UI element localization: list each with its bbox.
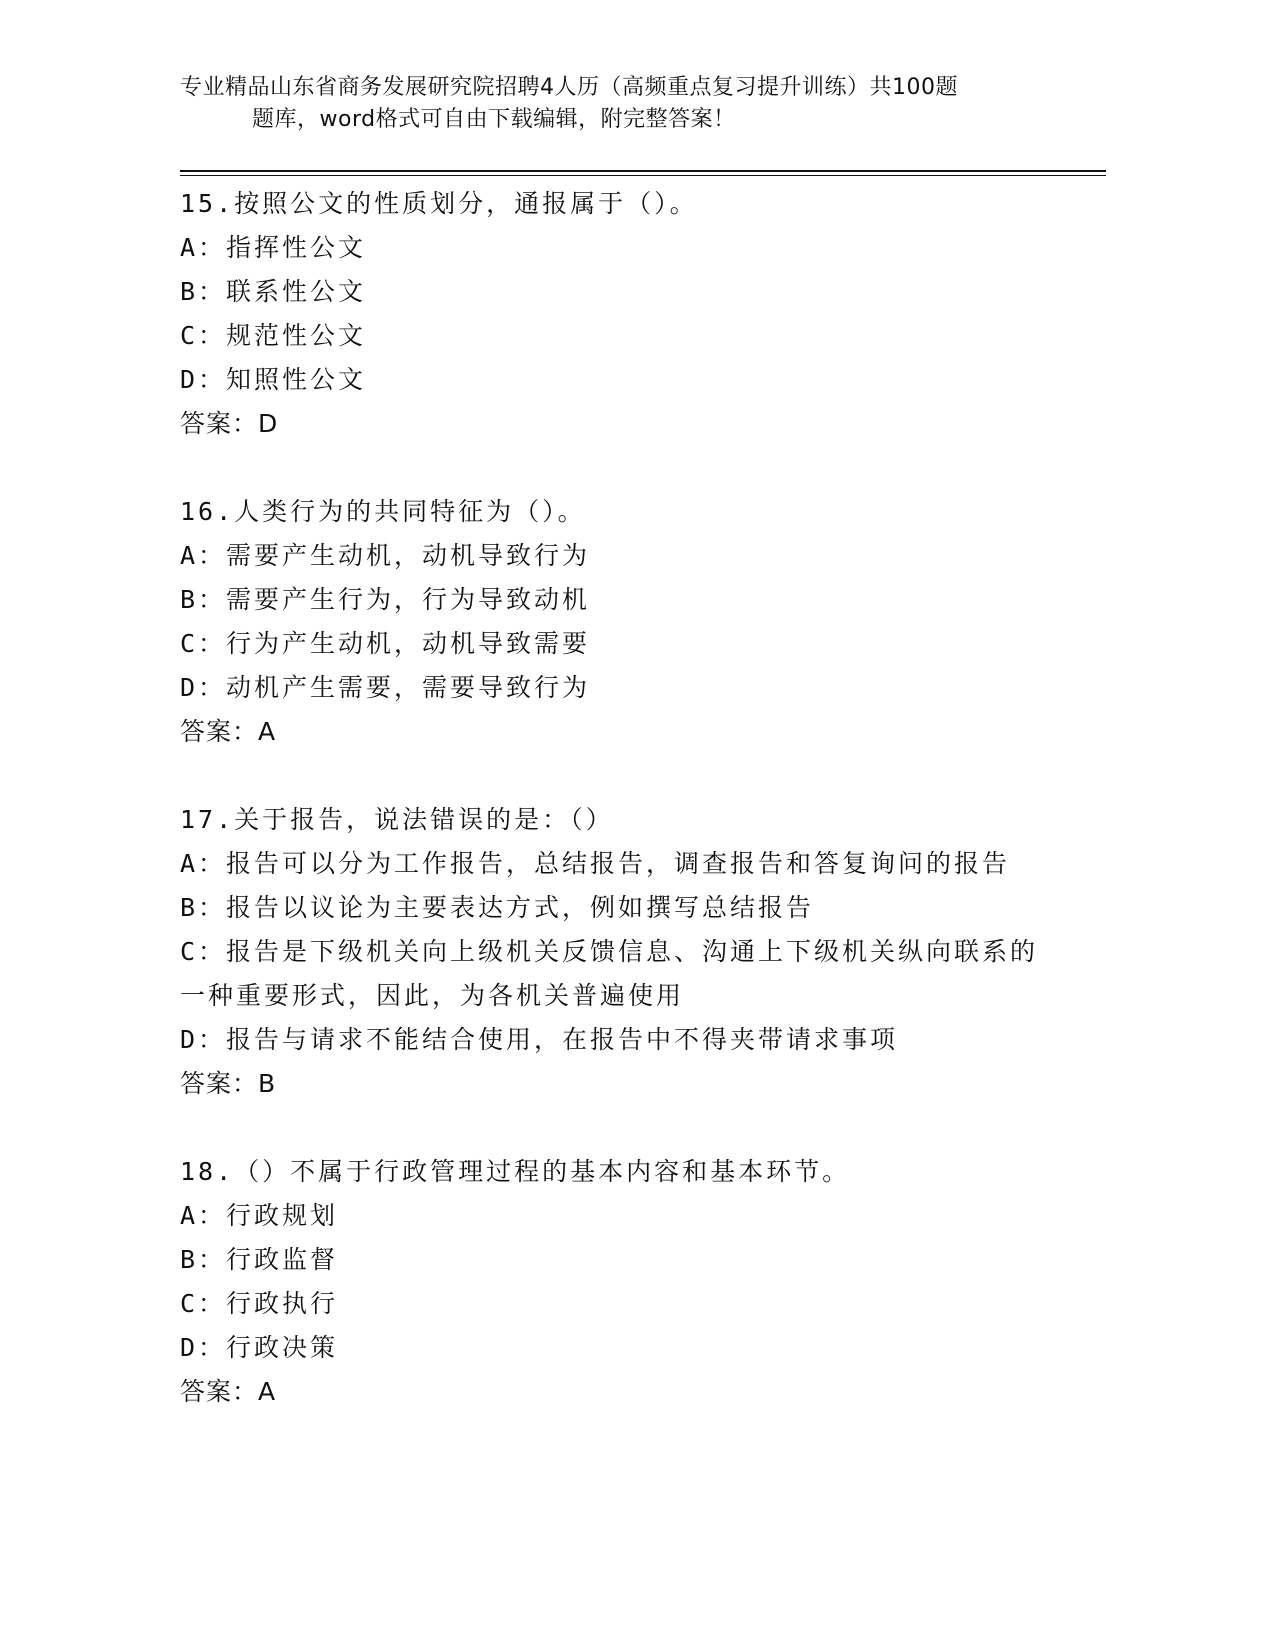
question-15 [180,182,1060,446]
header-title-line-1: 专业精品山东省商务发展研究院招聘4人历（高频重点复习提升训练）共100题 [180,75,958,100]
question-18 [180,1150,1060,1414]
header-divider-thin [180,175,1106,176]
answer: 答案：A [180,1377,277,1406]
option-a: A：行政规划 [180,1201,339,1230]
header-title-line-2: 题库，word格式可自由下载编辑，附完整答案！ [252,107,736,132]
option-b: B：联系性公文 [180,277,367,306]
option-c: C：行为产生动机，动机导致需要 [180,629,591,658]
question-17 [180,798,1060,1106]
option-d: D：动机产生需要，需要导致行为 [180,673,591,702]
question-stem: 15.按照公文的性质划分，通报属于（）。 [180,189,698,218]
option-b: B：报告以议论为主要表达方式，例如撰写总结报告 [180,893,815,922]
question-16 [180,490,1060,754]
option-d: D：知照性公文 [180,365,367,394]
answer: 答案：B [180,1069,277,1098]
option-c: C：报告是下级机关向上级机关反馈信息、沟通上下级机关纵向联系的一种重要形式，因此，为各机关普遍使用 [180,937,1039,1010]
header-divider-thick [180,170,1106,172]
answer: 答案：D [180,409,279,438]
option-c: C：行政执行 [180,1289,339,1318]
option-a: A：需要产生动机，动机导致行为 [180,541,591,570]
option-b: B：行政监督 [180,1245,339,1274]
question-stem: 16.人类行为的共同特征为（）。 [180,497,586,526]
option-c: C：规范性公文 [180,321,367,350]
option-d: D：报告与请求不能结合使用，在报告中不得夹带请求事项 [180,1025,899,1054]
answer: 答案：A [180,717,277,746]
option-d: D：行政决策 [180,1333,339,1362]
question-list [180,182,1060,1414]
question-stem: 18.（）不属于行政管理过程的基本内容和基本环节。 [180,1157,851,1186]
option-a: A：报告可以分为工作报告，总结报告，调查报告和答复询问的报告 [180,849,1011,878]
page-header [180,72,1060,136]
question-stem: 17.关于报告，说法错误的是：（） [180,805,614,834]
option-b: B：需要产生行为，行为导致动机 [180,585,591,614]
option-a: A：指挥性公文 [180,233,367,262]
